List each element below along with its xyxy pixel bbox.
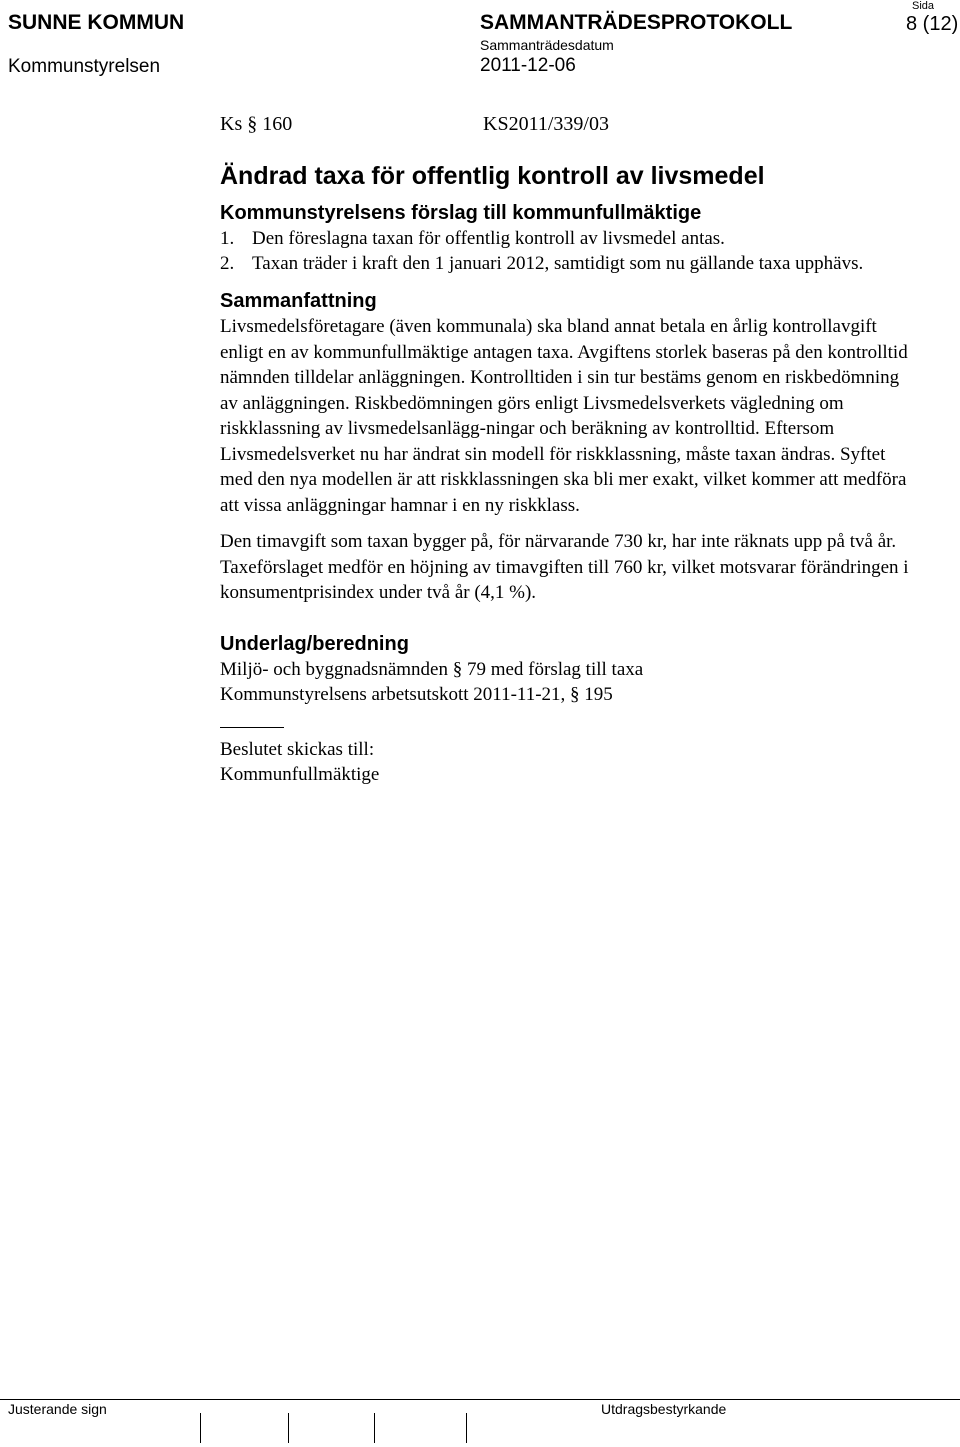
distribution-recipient: Kommunfullmäktige (220, 763, 380, 785)
signature-box-divider (200, 1413, 201, 1443)
list-item-number: 1. (220, 228, 235, 249)
page-label: Sida (912, 0, 935, 12)
department-name: Kommunstyrelsen (8, 56, 161, 77)
case-paragraph: Ks § 160 (220, 113, 293, 135)
diary-number: KS2011/339/03 (483, 113, 609, 135)
list-item (220, 251, 920, 276)
signature-footer (0, 1399, 960, 1447)
signature-box-divider (374, 1413, 375, 1443)
separator-line (220, 727, 284, 728)
case-title: Ändrad taxa för offentlig kontroll av livsmedel (220, 162, 765, 190)
summary-paragraph: Den timavgift som taxan bygger på, för närvarande 730 kr, har inte räknats upp på två år. Taxeförslaget medför en höjning av timavgiften till 760 kr, vilket motsvarar förändringen i konsumentprisindex under två år (4,1 %). (220, 531, 909, 603)
list-item-text: Den föreslagna taxan för offentlig kontroll av livsmedel antas. (252, 228, 725, 249)
distribution-label: Beslutet skickas till: (220, 738, 375, 760)
proposal-list (220, 226, 920, 276)
document-body (220, 113, 920, 787)
basis-line: Miljö- och byggnadsnämnden § 79 med förslag till taxa (220, 658, 644, 680)
certification-label: Utdragsbestyrkande (601, 1401, 727, 1417)
case-reference-row (220, 113, 920, 143)
page-number: 8 (12) (906, 13, 959, 35)
list-item-number: 2. (220, 253, 235, 274)
meeting-date: 2011-12-06 (480, 55, 576, 76)
footer-divider (0, 1399, 960, 1400)
proposal-heading: Kommunstyrelsens förslag till kommunfullmäktige (220, 202, 702, 224)
document-type: SAMMANTRÄDESPROTOKOLL (480, 11, 793, 34)
adjusting-signature-label: Justerande sign (8, 1401, 107, 1417)
list-item (220, 226, 920, 251)
meeting-date-label: Sammanträdesdatum (480, 37, 614, 53)
summary-heading: Sammanfattning (220, 290, 377, 312)
summary-paragraph: Livsmedelsföretagare (även kommunala) ska bland annat betala en årlig kontrollavgift enligt en av kommunfullmäktige antagen taxa. Avgiftens storlek baseras på den kontrolltid nämnden tilldelar anläggningen. Kontrolltiden i sin tur bestäms genom en riskbedömning av anläggningen. Riskbedömningen görs enligt Livsmedelsverkets vägledning om riskklassning av livsmedelsanlägg-ningar och beräkning av kontrolltid. Eftersom Livsmedelsverket nu har ändrat sin modell för riskklassning, måste taxan ändras. Syftet med den nya modellen är att riskklassningen ska bli mer exakt, vilket kommer att medföra att vissa anläggningar hamnar i en ny riskklass. (220, 316, 908, 516)
signature-box-divider (288, 1413, 289, 1443)
basis-heading: Underlag/beredning (220, 632, 409, 655)
list-item-text: Taxan träder i kraft den 1 januari 2012, samtidigt som nu gällande taxa upphävs. (252, 253, 864, 274)
organization-name: SUNNE KOMMUN (8, 11, 185, 34)
signature-box-divider (466, 1413, 467, 1443)
basis-line: Kommunstyrelsens arbetsutskott 2011-11-21, § 195 (220, 683, 613, 705)
